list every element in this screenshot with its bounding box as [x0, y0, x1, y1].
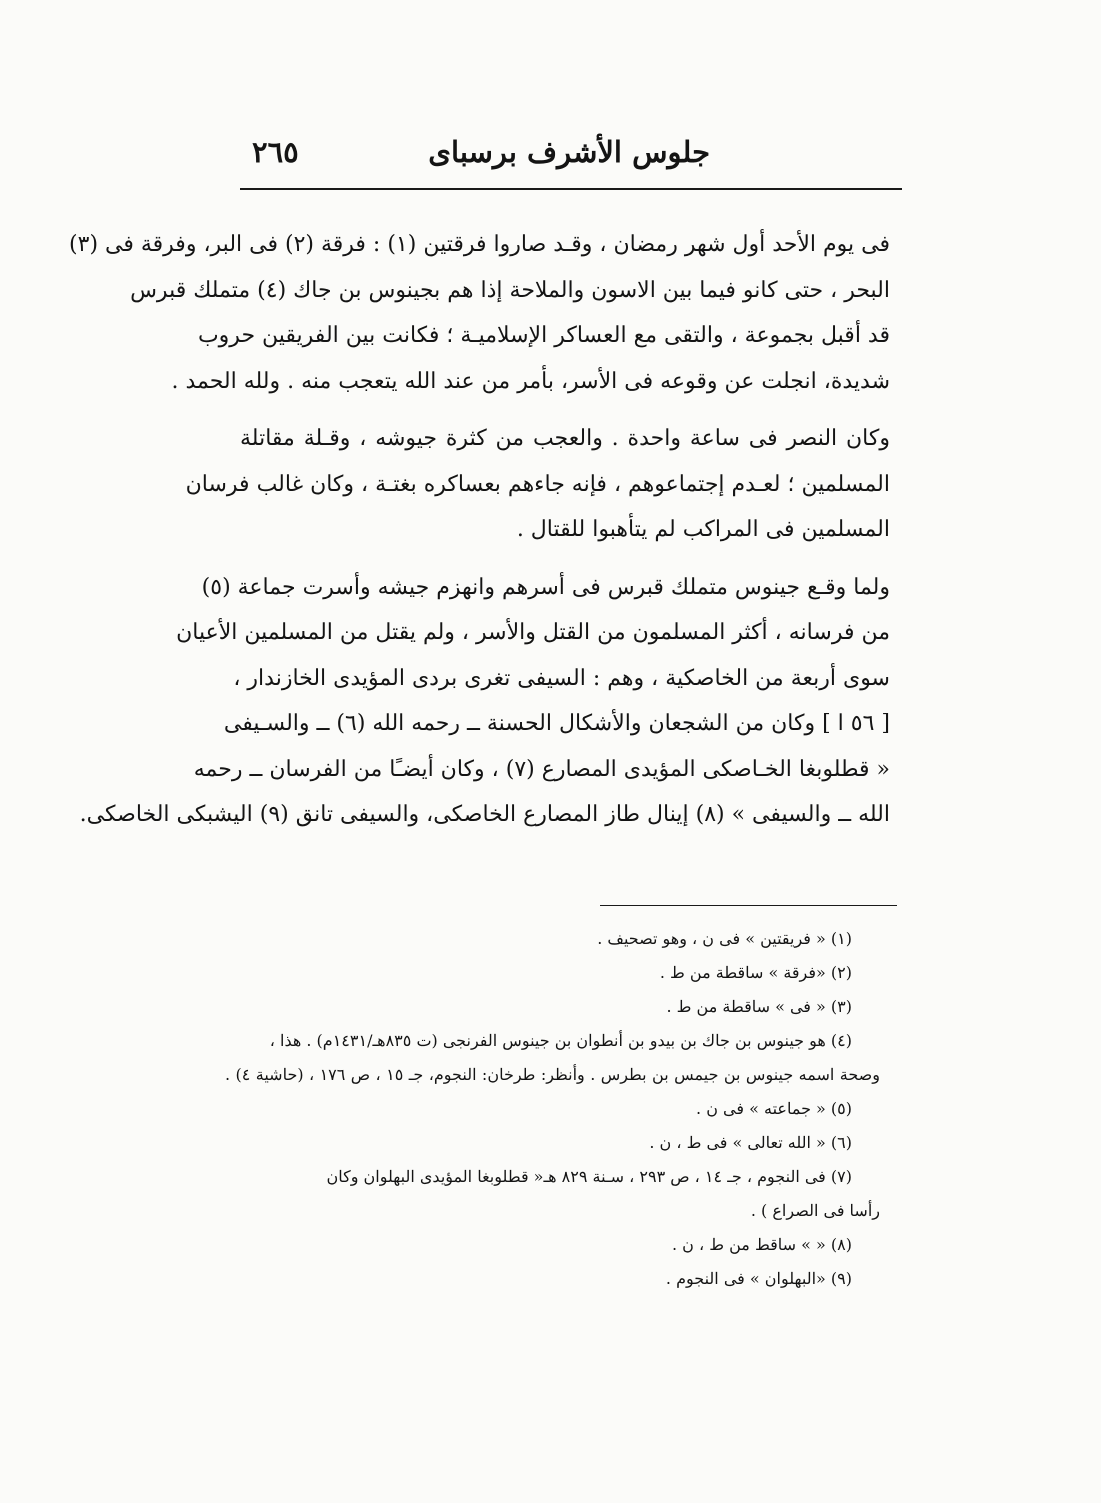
text-line: المسلمين فى المراكب لم يتأهبوا للقتال .: [516, 517, 890, 542]
footnote-line: (٩) «البهلوان » فى النجوم .: [665, 1269, 852, 1288]
footnote-line: (٧) فى النجوم ، جـ ١٤ ، ص ٢٩٣ ، سـنة ٨٢٩ هـ« قطلوبغا المؤيدى البهلوان وكان: [326, 1167, 852, 1186]
footnote-line: (٣) « فى » ساقطة من ط .: [666, 997, 852, 1016]
footnote-line: (٢) «فرقة » ساقطة من ط .: [659, 963, 852, 982]
footnote-divider: [600, 905, 897, 906]
footnote-line: وصحة اسمه جينوس بن جيمس بن بطرس . وأنظر: طرخان: النجوم، جـ ١٥ ، ص ١٧٦ ، (حاشية ٤) .: [225, 1065, 880, 1084]
running-title: جلوس الأشرف برسباى: [428, 135, 710, 169]
text-line: وكان النصر فى ساعة واحدة . والعجب من كثرة جيوشه ، وقـلة مقاتلة: [240, 426, 890, 451]
paragraph-1: [69, 222, 890, 404]
text-line: فى يوم الأحد أول شهر رمضان ، وقـد صاروا فرقتين (١) : فرقة (٢) فى البر، وفرقة فى (٣): [69, 232, 890, 257]
text-line: من فرسانه ، أكثر المسلمون من القتل والأسر ، ولم يقتل من المسلمين الأعيان: [176, 620, 890, 645]
main-text: [69, 222, 890, 850]
page-number: ٢٦٥: [252, 135, 299, 169]
footnote-line: (٨) « » ساقط من ط ، ن .: [671, 1235, 852, 1254]
footnote-line: (١) « فريقتين » فى ن ، وهو تصحيف .: [597, 929, 852, 948]
text-line: « قطلوبغا الخـاصكى المؤيدى المصارع (٧) ، وكان أيضـًا من الفرسان ــ رحمه: [193, 756, 890, 782]
paragraph-3: [79, 565, 890, 838]
text-line: المسلمين ؛ لعـدم إجتماعوهم ، فإنه جاءهم بعساكره بغتـة ، وكان غالب فرسان: [185, 471, 890, 497]
footnote-line: (٤) هو جينوس بن جاك بن بيدو بن أنطوان بن جينوس الفرنجى (ت ٨٣٥هـ/١٤٣١م) . هذا ،: [269, 1031, 852, 1050]
text-line: شديدة، انجلت عن وقوعه فى الأسر، بأمر من عند الله يتعجب منه . ولله الحمد .: [171, 368, 890, 394]
footnote-line: (٦) « الله تعالى » فى ط ، ن .: [649, 1133, 852, 1152]
footnote-line: رأسا فى الصراع ) .: [750, 1201, 880, 1220]
text-line: ولما وقـع جينوس متملك قبرس فى أسرهم وانهزم جيشه وأسرت جماعة (٥): [201, 574, 890, 600]
header-divider: [240, 188, 902, 190]
footnotes: [225, 922, 880, 1296]
text-line: سوى أربعة من الخاصكية ، وهم : السيفى تغرى بردى المؤيدى الخازندار ،: [233, 665, 890, 691]
text-line: البحر ، حتى كانو فيما بين الاسون والملاحة إذا هم بجينوس بن جاك (٤) متملك قبرس: [130, 277, 890, 303]
footnote-line: (٥) « جماعته » فى ن .: [696, 1099, 852, 1118]
page-header: [240, 135, 900, 183]
text-line: [ ٥٦ ا ] وكان من الشجعان والأشكال الحسنة ــ رحمه الله (٦) ــ والسـيفى: [223, 711, 890, 736]
text-line: قد أقبل بجموعة ، والتقى مع العساكر الإسلاميـة ؛ فكانت بين الفريقين حروب: [197, 323, 890, 348]
paragraph-2: [185, 416, 890, 553]
text-line: الله ــ والسيفى » (٨) إينال طاز المصارع الخاصكى، والسيفى تانق (٩) اليشبكى الخاصكى.: [79, 802, 890, 827]
